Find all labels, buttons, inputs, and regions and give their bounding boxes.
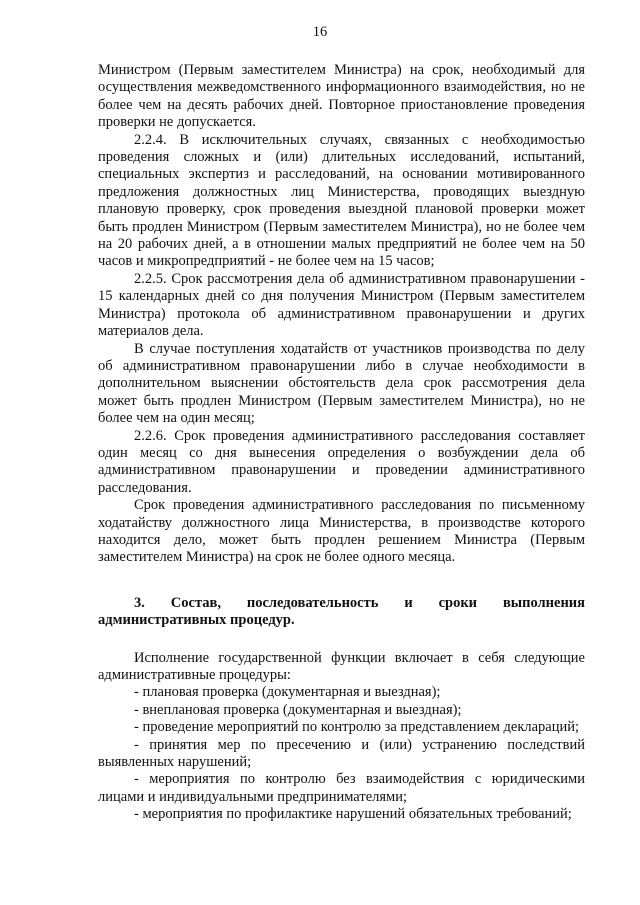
paragraph-2-2-4: 2.2.4. В исключительных случаях, связанных с необходимостью проведения сложных и (или) длительных исследований, испытаний, специальных экспертиз и расследований, на основании мотивированного предложения должностных лиц Министерства, проводящих выездную плановую проверку, срок проведения выездной плановой проверки может быть продлен Министром (Первым заместителем Министра), но не более чем на 20 рабочих дней, а в отношении малых предприятий не более чем на 50 часов и микропредприятий - не более чем на 15 часов;: [98, 131, 585, 270]
section-3-heading: 3. Состав, последовательность и сроки выполнения административных процедур.: [98, 594, 585, 629]
section-3-intro: Исполнение государственной функции включает в себя следующие административные процедуры:: [98, 649, 585, 683]
paragraph-2-2-5: 2.2.5. Срок рассмотрения дела об административном правонарушении - 15 календарных дней со дня получения Министром (Первым заместителем Министра) протокола об административном правонарушении и других материалов дела.: [98, 270, 585, 340]
paragraph-continuation: Министром (Первым заместителем Министра) на срок, необходимый для осуществления межведомственного информационного взаимодействия, но не более чем на десять рабочих дней. Повторное приостановление проведения проверки не допускается.: [98, 62, 585, 131]
procedure-item: - плановая проверка (документарная и выездная);: [134, 684, 441, 701]
paragraph-extension-case: В случае поступления ходатайств от участников производства по делу об административном правонарушении либо в случае необходимости в дополнительном выяснении обстоятельств дела срок рассмотрения дела может быть продлен Министром (Первым заместителем Министра), но не более чем на один месяц;: [98, 340, 585, 427]
paragraph-investigation-extension: Срок проведения административного расследования по письменному ходатайству должностного лица Министерства, в производстве которого находится дело, может быть продлен решением Министра (Первым заместителем Министра) на срок не более одного месяца.: [98, 497, 585, 566]
procedure-item: - мероприятия по контролю без взаимодействия с юридическими лицами и индивидуальными предпринимателями;: [98, 771, 585, 805]
procedure-item: - проведение мероприятий по контролю за представлением деклараций;: [134, 719, 580, 736]
procedure-item: - мероприятия по профилактике нарушений обязательных требований;: [134, 806, 572, 823]
document-body: [98, 62, 585, 824]
procedure-item: - внеплановая проверка (документарная и выездная);: [134, 701, 462, 718]
page-number: 16: [312, 24, 328, 40]
paragraph-2-2-6: 2.2.6. Срок проведения административного расследования составляет один месяц со дня вынесения определения о возбуждении дела об административном правонарушении и проведении административного расследования.: [98, 427, 585, 496]
procedure-item: - принятия мер по пресечению и (или) устранению последствий выявленных нарушений;: [98, 736, 585, 771]
